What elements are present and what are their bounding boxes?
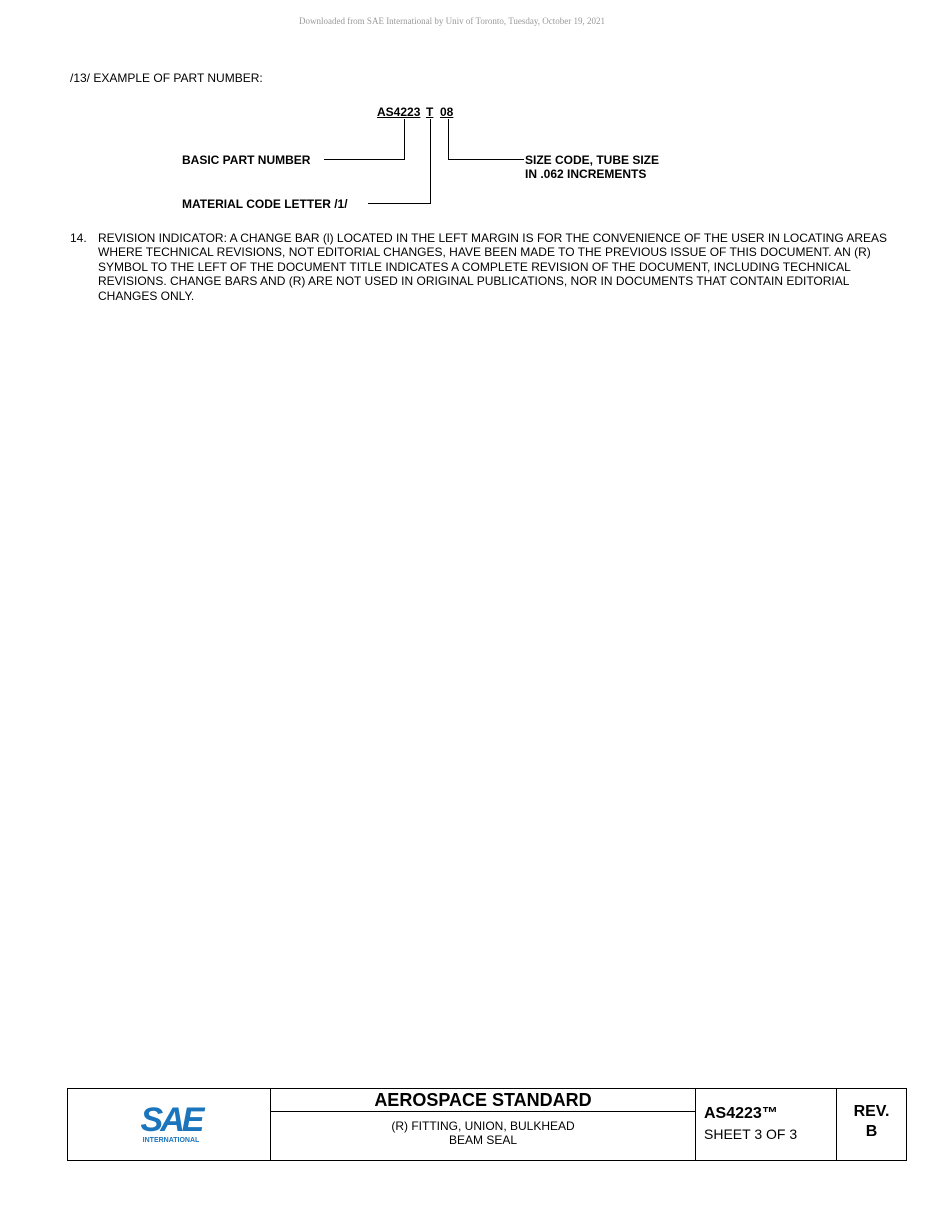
standard-heading: AEROSPACE STANDARD bbox=[271, 1089, 695, 1112]
size-code-label-line1: SIZE CODE, TUBE SIZE bbox=[525, 153, 660, 167]
part-number-material: T bbox=[426, 105, 434, 119]
svg-text:SAE: SAE bbox=[140, 1101, 202, 1139]
size-code-label-line2: IN .062 INCREMENTS bbox=[525, 167, 647, 181]
svg-text:INTERNATIONAL: INTERNATIONAL bbox=[142, 1137, 200, 1144]
sheet-number: SHEET 3 OF 3 bbox=[704, 1126, 798, 1142]
title-block bbox=[67, 1088, 907, 1161]
document-number-cell bbox=[696, 1089, 837, 1160]
sae-logo bbox=[136, 1099, 206, 1149]
document-number: AS4223™ bbox=[704, 1105, 778, 1122]
revision-cell bbox=[837, 1089, 906, 1160]
leader-material-horizontal bbox=[368, 203, 431, 204]
revision-value: B bbox=[865, 1123, 878, 1140]
document-title bbox=[271, 1119, 695, 1147]
logo-cell bbox=[68, 1089, 271, 1160]
revision-label: REV. bbox=[853, 1103, 890, 1120]
basic-part-number-label: BASIC PART NUMBER bbox=[182, 153, 311, 167]
note-14-number: 14. bbox=[70, 231, 87, 245]
example-heading: /13/ EXAMPLE OF PART NUMBER: bbox=[70, 71, 263, 85]
note-14-text: REVISION INDICATOR: A CHANGE BAR (l) LOCATED IN THE LEFT MARGIN IS FOR THE CONVENIENCE OF THE USER IN LOCATING AREAS WHERE TECHNICAL REVISIONS, NOT EDITORIAL CHANGES, HAVE BEEN MADE TO THE PREVIOUS ISSUE OF THIS DOCUMENT. AN (R) SYMBOL TO THE LEFT OF THE DOCUMENT TITLE INDICATES A COMPLETE REVISION OF THE DOCUMENT, INCLUDING TECHNICAL REVISIONS. CHANGE BARS AND (R) ARE NOT USED IN ORIGINAL PUBLICATIONS, NOR IN DOCUMENTS THAT CONTAIN EDITORIAL CHANGES ONLY. bbox=[98, 231, 888, 303]
document-title-line1: (R) FITTING, UNION, BULKHEAD bbox=[391, 1119, 575, 1133]
part-number-base: AS4223 bbox=[377, 105, 421, 119]
material-code-label: MATERIAL CODE LETTER /1/ bbox=[182, 197, 348, 211]
document-title-line2: BEAM SEAL bbox=[448, 1133, 518, 1147]
leader-basic-horizontal bbox=[324, 159, 405, 160]
leader-material-vertical bbox=[430, 119, 431, 204]
part-number-size: 08 bbox=[440, 105, 454, 119]
leader-size-horizontal bbox=[448, 159, 524, 160]
title-cell bbox=[271, 1089, 696, 1160]
note-14 bbox=[70, 231, 890, 303]
download-watermark: Downloaded from SAE International by Univ of Toronto, Tuesday, October 19, 2021 bbox=[298, 16, 606, 26]
leader-basic-vertical bbox=[404, 119, 405, 160]
leader-size-vertical bbox=[448, 119, 449, 160]
